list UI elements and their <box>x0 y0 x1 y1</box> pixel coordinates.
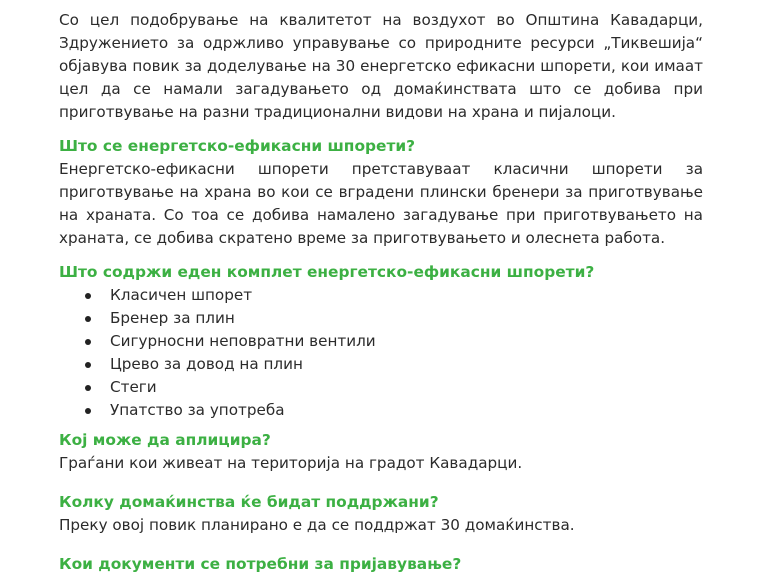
heading-how-many: Колку домаќинства ќе бидат поддржани? <box>59 493 439 511</box>
intro-paragraph: Со цел подобрување на квалитетот на воздухот во Општина Кавадарци, Здружението за одржливо управување со природните ресурси „Тиквешија“ објавува повик за доделување на 30 енергетско ефикасни шпорети, кои имаат цел да се намали загадувањето од домаќинствата што се добива при приготвување на разни традиционални видови на храна и пијалоци. <box>59 11 703 121</box>
document-page <box>59 9 703 576</box>
bullet-icon <box>85 293 91 299</box>
heading-documents: Кои документи се потребни за пријавување? <box>59 555 462 573</box>
list-item <box>59 307 703 330</box>
list-item <box>59 399 703 422</box>
list-item <box>59 330 703 353</box>
list-item-label: Црево за довод на плин <box>110 355 303 373</box>
heading-who-can-apply: Кој може да аплицира? <box>59 431 271 449</box>
bullet-icon <box>85 408 91 414</box>
spacer <box>59 250 703 261</box>
list-item-label: Бренер за плин <box>110 309 235 327</box>
what-are-paragraph: Енергетско-ефикасни шпорети претставуваат класични шпорети за приготвување на храна во кои се вградени плински бренери за приготвување на храната. Со тоа се добива намалено загадување при приготвувањето на храната, се добива скратено време за приготвувањето и олеснета работа. <box>59 160 703 247</box>
how-many-paragraph: Преку овој повик планирано е да се поддржат 30 домаќинства. <box>59 516 575 534</box>
bullet-icon <box>85 316 91 322</box>
heading-what-are: Што се енергетско-ефикасни шпорети? <box>59 137 416 155</box>
set-contents-list <box>59 284 703 422</box>
list-item <box>59 376 703 399</box>
spacer <box>59 124 703 135</box>
spacer <box>59 422 703 429</box>
bullet-icon <box>85 385 91 391</box>
list-item-label: Сигурносни неповратни вентили <box>110 332 376 350</box>
spacer <box>59 537 703 553</box>
bullet-icon <box>85 339 91 345</box>
list-item-label: Упатство за употреба <box>110 401 285 419</box>
list-item <box>59 353 703 376</box>
heading-set-contents: Што содржи еден комплет енергетско-ефикасни шпорети? <box>59 263 595 281</box>
list-item <box>59 284 703 307</box>
list-item-label: Класичен шпорет <box>110 286 253 304</box>
bullet-icon <box>85 362 91 368</box>
spacer <box>59 475 703 491</box>
list-item-label: Стеги <box>110 378 157 396</box>
who-can-apply-paragraph: Граѓани кои живеат на територија на градот Кавадарци. <box>59 454 523 472</box>
